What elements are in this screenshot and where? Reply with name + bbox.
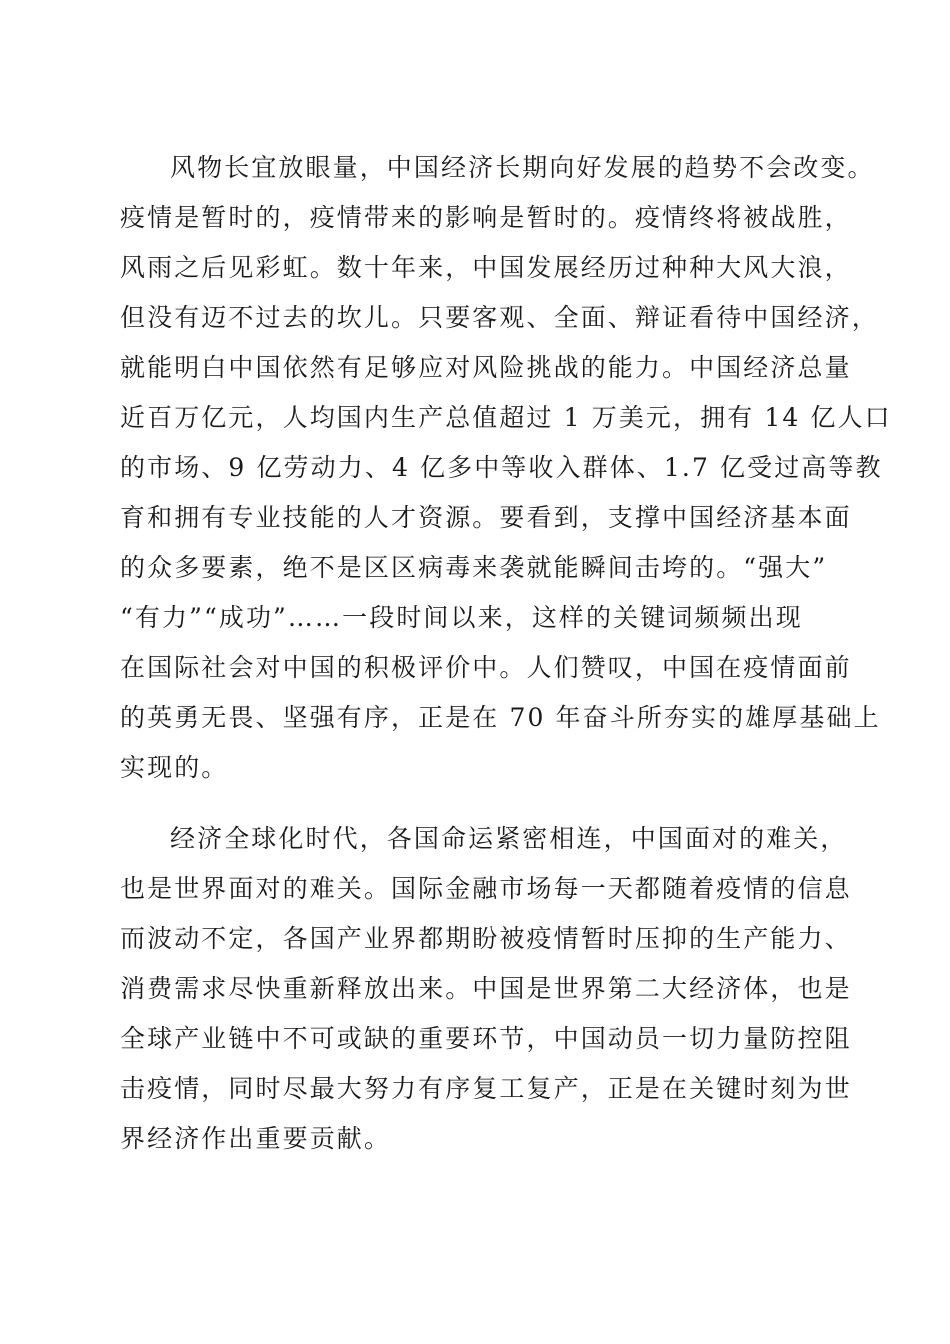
paragraph-1-line-4: 但没有迈不过去的坎儿。只要客观、全面、辩证看待中国经济， [120, 303, 879, 332]
paragraph-1-line-1: 风物长宜放眼量，中国经济长期向好发展的趋势不会改变。 [170, 153, 875, 182]
paragraph-1-line-7: 的市场、9 亿劳动力、4 亿多中等收入群体、1.7 亿受过高等教 [120, 453, 883, 482]
paragraph-1-line-13: 实现的。 [120, 753, 229, 782]
paragraph-2-line-3: 而波动不定，各国产业界都期盼被疫情暂时压抑的生产能力、 [120, 924, 852, 953]
paragraph-1-line-6: 近百万亿元，人均国内生产总值超过 1 万美元，拥有 14 亿人口 [120, 403, 892, 432]
paragraph-1-line-3: 风雨之后见彩虹。数十年来，中国发展经历过种种大风大浪， [120, 253, 852, 282]
paragraph-1-line-12: 的英勇无畏、坚强有序，正是在 70 年奋斗所夯实的雄厚基础上 [120, 703, 881, 732]
paragraph-1-line-5: 就能明白中国依然有足够应对风险挑战的能力。中国经济总量 [120, 353, 852, 382]
paragraph-1-line-11: 在国际社会对中国的积极评价中。人们赞叹，中国在疫情面前 [120, 653, 852, 682]
paragraph-1-line-10: “有力”“成功”……一段时间以来，这样的关键词频频出现 [120, 603, 803, 632]
paragraph-2-line-7: 界经济作出重要贡献。 [120, 1124, 392, 1153]
paragraph-1-line-2: 疫情是暂时的，疫情带来的影响是暂时的。疫情终将被战胜， [120, 203, 852, 232]
paragraph-2-line-5: 全球产业链中不可或缺的重要环节，中国动员一切力量防控阻 [120, 1024, 852, 1053]
paragraph-2-line-4: 消费需求尽快重新释放出来。中国是世界第二大经济体，也是 [120, 974, 852, 1003]
paragraph-1-line-9: 的众多要素，绝不是区区病毒来袭就能瞬间击垮的。“强大” [120, 553, 828, 582]
paragraph-2-line-2: 也是世界面对的难关。国际金融市场每一天都随着疫情的信息 [120, 874, 852, 903]
paragraph-2-line-6: 击疫情，同时尽最大努力有序复工复产，正是在关键时刻为世 [120, 1074, 852, 1103]
paragraph-1-line-8: 育和拥有专业技能的人才资源。要看到，支撑中国经济基本面 [120, 503, 852, 532]
paragraph-2-line-1: 经济全球化时代，各国命运紧密相连，中国面对的难关， [170, 824, 848, 853]
